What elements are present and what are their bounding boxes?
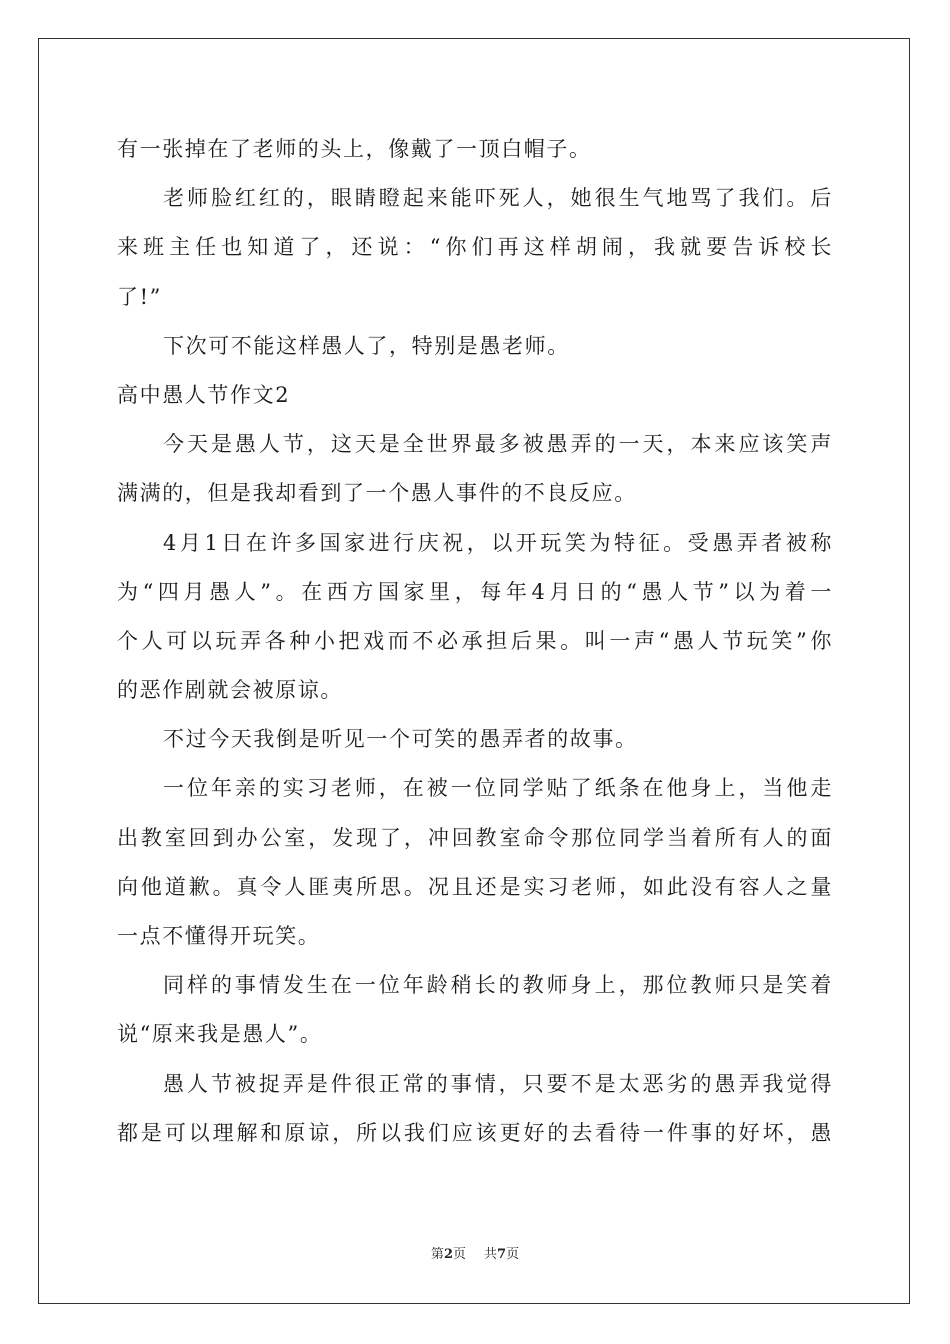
paragraph	[117, 371, 833, 420]
paragraph	[117, 322, 833, 371]
text-line: 愚人节被捉弄是件很正常的事情，只要不是太恶劣的愚弄我觉得	[163, 1071, 833, 1096]
text-line: 向他道歉。真令人匪夷所思。况且还是实习老师，如此没有容人之量	[117, 874, 833, 899]
paragraph	[117, 519, 833, 716]
total-prefix: 共	[484, 1247, 498, 1262]
paragraph	[117, 420, 833, 518]
text-line: 个人可以玩弄各种小把戏而不必承担后果。叫一声“愚人节玩笑”你	[117, 628, 833, 653]
paragraph	[117, 961, 833, 1059]
text-line: 了!”	[117, 284, 162, 309]
paragraph	[117, 174, 833, 322]
text-line: 为“四月愚人”。在西方国家里，每年4月日的“愚人节”以为着一	[117, 579, 833, 604]
text-line: 都是可以理解和原谅，所以我们应该更好的去看待一件事的好坏，愚	[117, 1120, 833, 1145]
paragraph	[117, 764, 833, 961]
text-line: 今天是愚人节，这天是全世界最多被愚弄的一天，本来应该笑声	[163, 432, 833, 457]
text-line: 一点不懂得开玩笑。	[117, 924, 321, 948]
page-footer	[0, 1243, 950, 1262]
page-prefix: 第	[430, 1247, 444, 1262]
text-line: 下次可不能这样愚人了，特别是愚老师。	[163, 333, 570, 358]
text-line: 出教室回到办公室，发现了，冲回教室命令那位同学当着所有人的面	[117, 825, 833, 850]
text-line: 满满的，但是我却看到了一个愚人事件的不良反应。	[117, 481, 637, 506]
paragraph	[117, 715, 833, 764]
text-line: 有一张掉在了老师的头上，像戴了一顶白帽子。	[117, 137, 592, 161]
text-line: 不过今天我倒是听见一个可笑的愚弄者的故事。	[163, 727, 638, 752]
text-line: 的恶作剧就会被原谅。	[117, 678, 343, 703]
page-suffix: 页	[452, 1247, 466, 1262]
paragraph	[117, 1060, 833, 1158]
page-number: 2	[443, 1247, 453, 1262]
total-suffix: 页	[506, 1247, 520, 1262]
text-line: 高中愚人节作文2	[117, 382, 291, 407]
paragraph	[117, 125, 833, 174]
text-line: 来班主任也知道了，还说：“你们再这样胡闹，我就要告诉校长	[117, 235, 833, 260]
total-pages: 7	[497, 1247, 507, 1262]
text-line: 老师脸红红的，眼睛瞪起来能吓死人，她很生气地骂了我们。后	[163, 186, 833, 211]
document-body	[117, 125, 833, 1158]
text-line: 同样的事情发生在一位年龄稍长的教师身上，那位教师只是笑着	[163, 973, 833, 998]
text-line: 4月1日在许多国家进行庆祝，以开玩笑为特征。受愚弄者被称	[163, 530, 833, 555]
text-line: 说“原来我是愚人”。	[117, 1022, 323, 1047]
text-line: 一位年亲的实习老师，在被一位同学贴了纸条在他身上，当他走	[163, 776, 833, 801]
